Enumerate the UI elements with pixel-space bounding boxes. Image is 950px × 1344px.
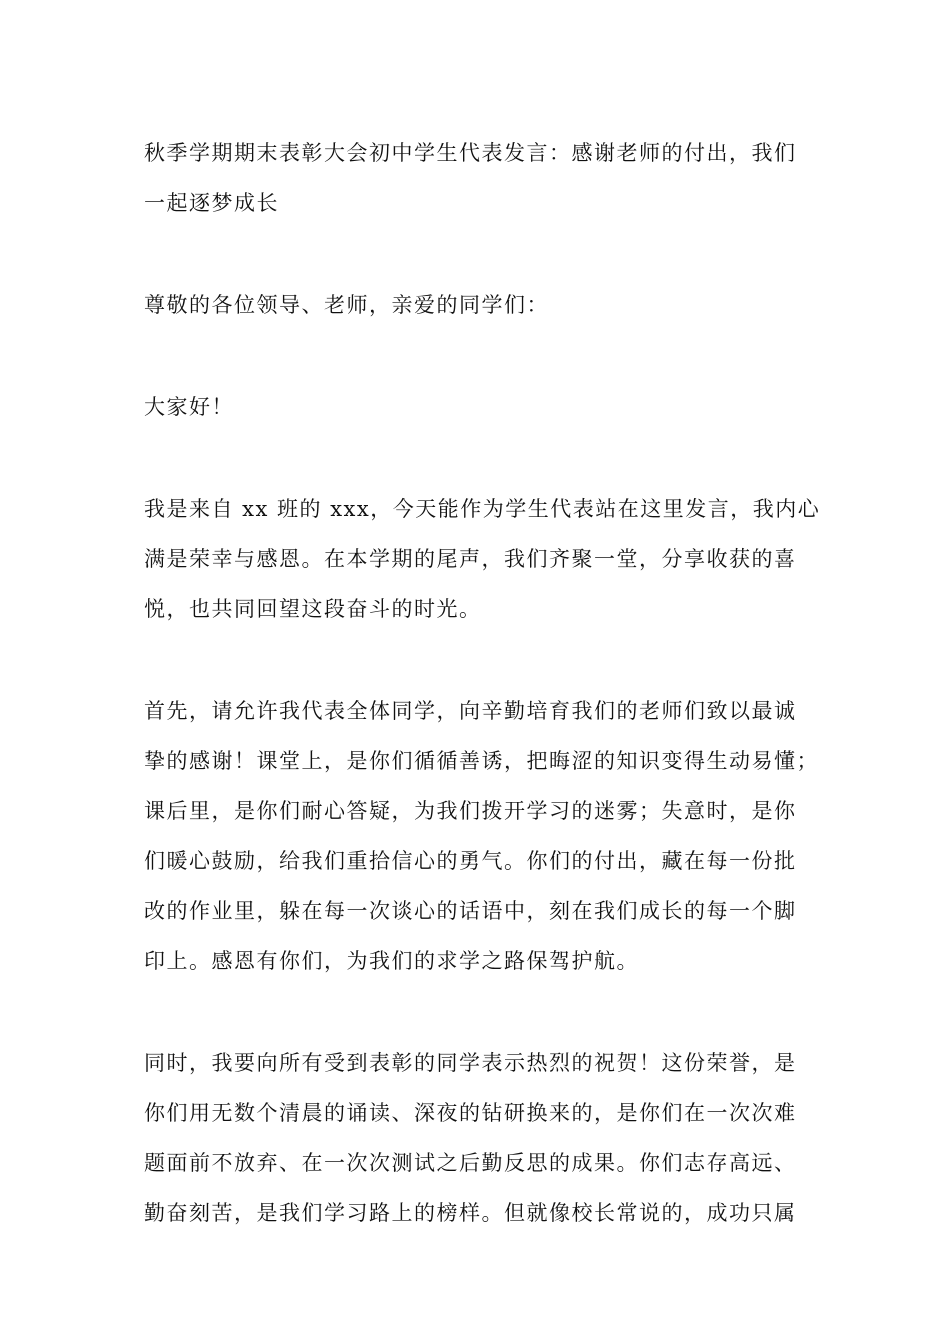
- paragraph-line: 悦，也共同回望这段奋斗的时光。: [144, 597, 482, 621]
- paragraph-line: 满是荣幸与感恩。在本学期的尾声，我们齐聚一堂，分享收获的喜: [144, 547, 797, 571]
- document-title: [144, 128, 816, 228]
- paragraph-line: 印上。感恩有你们，为我们的求学之路保驾护航。: [144, 949, 639, 973]
- paragraph-line: 题面前不放弃、在一次次测试之后勤反思的成果。你们志存高远、: [144, 1151, 797, 1175]
- paragraph-line: 们暖心鼓励，给我们重拾信心的勇气。你们的付出，藏在每一份批: [144, 849, 797, 873]
- paragraph-congratulations: [144, 1038, 816, 1238]
- title-line: 一起逐梦成长: [144, 191, 279, 215]
- greeting: [144, 382, 816, 432]
- paragraph-line: 课后里，是你们耐心答疑，为我们拨开学习的迷雾；失意时，是你: [144, 799, 797, 823]
- paragraph-line: 我是来自 xx 班的 xxx，今天能作为学生代表站在这里发言，我内心: [144, 497, 821, 521]
- paragraph-introduction: [144, 484, 821, 634]
- paragraph-line: 你们用无数个清晨的诵读、深夜的钻研换来的，是你们在一次次难: [144, 1101, 797, 1125]
- paragraph-thanks-teachers: [144, 686, 819, 986]
- paragraph-line: 首先，请允许我代表全体同学，向辛勤培育我们的老师们致以最诚: [144, 699, 797, 723]
- paragraph-line: 改的作业里，躲在每一次谈心的话语中，刻在我们成长的每一个脚: [144, 899, 797, 923]
- salutation: [144, 280, 816, 330]
- paragraph-line: 挚的感谢！课堂上，是你们循循善诱，把晦涩的知识变得生动易懂；: [144, 749, 819, 773]
- greeting-line: 大家好！: [144, 395, 234, 419]
- salutation-line: 尊敬的各位领导、老师，亲爱的同学们：: [144, 293, 549, 317]
- document-body: [144, 128, 821, 1238]
- paragraph-line: 同时，我要向所有受到表彰的同学表示热烈的祝贺！这份荣誉，是: [144, 1051, 797, 1075]
- title-line: 秋季学期期末表彰大会初中学生代表发言：感谢老师的付出，我们: [144, 141, 797, 165]
- paragraph-line: 勤奋刻苦，是我们学习路上的榜样。但就像校长常说的，成功只属: [144, 1201, 797, 1225]
